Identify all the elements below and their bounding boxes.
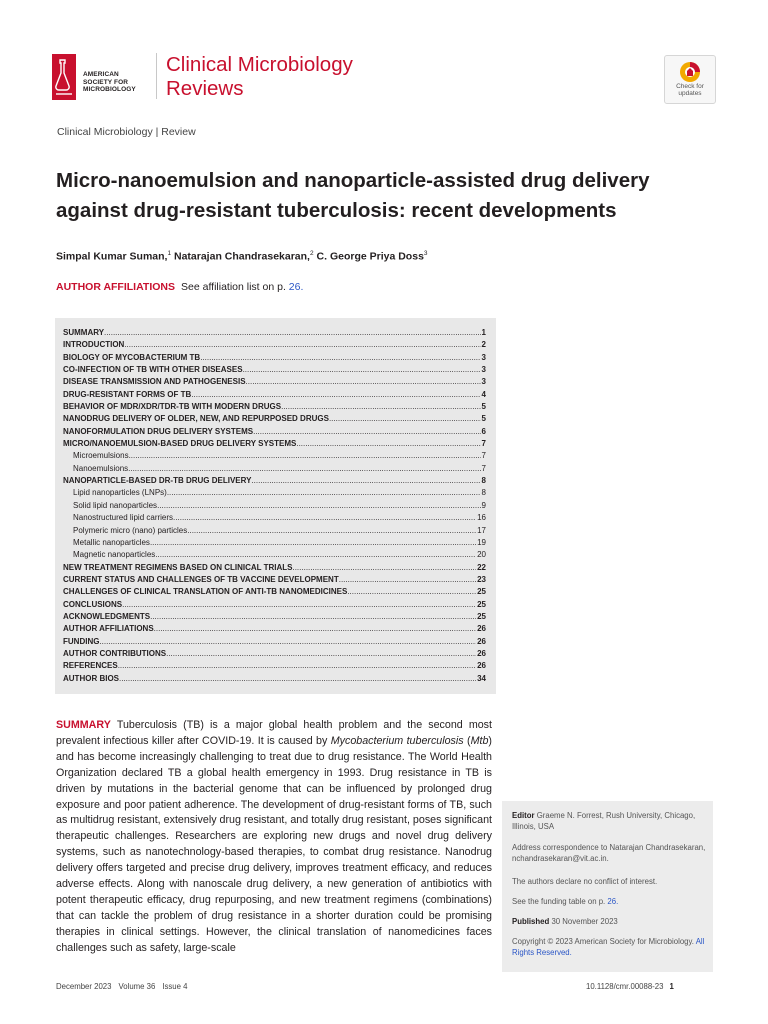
toc-entry-page: 26 <box>477 661 486 671</box>
summary-text: ( <box>467 734 471 747</box>
toc-entry[interactable] <box>63 648 486 660</box>
toc-entry[interactable] <box>63 562 486 574</box>
toc-leader-dots <box>150 537 476 549</box>
header-divider <box>156 53 157 99</box>
footer-issue-info <box>56 982 194 991</box>
toc-list <box>63 327 486 685</box>
toc-entry-title: NANOFORMULATION DRUG DELIVERY SYSTEMS <box>63 426 254 436</box>
journal-line: Clinical Microbiology <box>166 53 353 76</box>
toc-entry-page: 25 <box>477 599 486 609</box>
breadcrumb: Clinical Microbiology | Review <box>57 126 196 138</box>
toc-entry-page: 23 <box>477 574 486 584</box>
toc-leader-dots <box>99 636 476 648</box>
toc-entry[interactable] <box>63 339 486 351</box>
article-info-sidebar <box>502 801 713 972</box>
toc-entry-page: 7 <box>481 439 486 449</box>
toc-entry-title: Nanoemulsions <box>73 463 129 473</box>
toc-leader-dots <box>128 463 480 475</box>
affiliations-text: See affiliation list on p. <box>181 281 286 293</box>
toc-entry[interactable] <box>63 574 486 586</box>
toc-leader-dots <box>339 574 476 586</box>
toc-entry-title: NANODRUG DELIVERY OF OLDER, NEW, AND REPURPOSED DRUGS <box>63 414 329 424</box>
funding-info <box>512 896 708 907</box>
toc-entry[interactable] <box>63 673 486 685</box>
toc-entry[interactable] <box>63 352 486 364</box>
check-updates-icon <box>679 61 701 83</box>
toc-entry-page: 34 <box>477 673 486 683</box>
toc-leader-dots <box>251 475 480 487</box>
toc-leader-dots <box>122 599 476 611</box>
toc-entry-title: CO-INFECTION OF TB WITH OTHER DISEASES <box>63 365 243 375</box>
toc-entry-page: 7 <box>481 451 486 461</box>
toc-entry-page: 7 <box>481 463 486 473</box>
toc-entry-title: Lipid nanoparticles (LNPs) <box>73 488 167 498</box>
toc-entry-title: BEHAVIOR OF MDR/XDR/TDR-TB WITH MODERN DRUGS <box>63 402 282 412</box>
toc-entry-page: 26 <box>477 624 486 634</box>
toc-entry-title: MICRO/NANOEMULSION-BASED DRUG DELIVERY SYSTEMS <box>63 439 297 449</box>
author-name[interactable]: C. George Priya Doss <box>316 250 424 263</box>
toc-leader-dots <box>150 611 476 623</box>
toc-leader-dots <box>119 673 476 685</box>
toc-leader-dots <box>154 623 476 635</box>
journal-name[interactable] <box>166 53 353 101</box>
toc-leader-dots <box>104 327 481 339</box>
toc-entry[interactable] <box>63 586 486 598</box>
toc-entry[interactable] <box>63 389 486 401</box>
toc-entry-page: 3 <box>481 377 486 387</box>
toc-leader-dots <box>157 500 480 512</box>
rights-link[interactable]: All Rights Reserved. <box>512 937 705 957</box>
published-info <box>512 916 708 927</box>
footer-issue: Issue 4 <box>162 982 188 991</box>
toc-leader-dots <box>253 426 480 438</box>
toc-entry-page: 20 <box>477 550 486 560</box>
editor-label: Editor <box>512 811 535 820</box>
toc-entry[interactable] <box>63 463 486 475</box>
footer-doi-info <box>586 982 674 991</box>
society-line: SOCIETY FOR <box>83 78 129 86</box>
toc-entry-title: ACKNOWLEDGMENTS <box>63 611 151 621</box>
footer-doi[interactable]: 10.1128/cmr.00088-23 <box>586 982 664 991</box>
toc-entry-page: 25 <box>477 587 486 597</box>
toc-entry-title: DISEASE TRANSMISSION AND PATHOGENESIS <box>63 377 246 387</box>
toc-entry-page: 3 <box>481 352 486 362</box>
toc-entry-page: 5 <box>481 414 486 424</box>
toc-entry-page: 8 <box>481 476 486 486</box>
affiliation-marker: 3 <box>423 250 428 257</box>
funding-text: See the funding table on p. <box>512 897 606 906</box>
toc-entry-title: FUNDING <box>63 636 100 646</box>
species-name: Mycobacterium tuberculosis <box>330 734 464 747</box>
summary-text: ) and has become increasingly challenging to treat due to drug resistance. The World Health Organization declared TB a global health emergency in 1993. Drug resistance in TB is driven by mutations in the bacterial genome that can be influenced by prolonged drug exposure and poor patient adherence. The development of drug-resistant forms of TB, such as multidrug resistant, extensively drug resistant, and totally drug resistant, poses significant therapeutic challenges. Researchers are exploring new drugs and novel drug delivery systems, such as nanotechnology-based therapies, to combat drug resistance. Nanodrug delivery offers targeted and precise drug delivery, improves treatment efficacy, and reduces adverse effects. Along with nanoscale drug delivery, a new generation of antibiotics with potent therapeutic efficacy, drug repurposing, and new treatment regimens (combinations) that can tackle the problem of drug resistance in a shorter duration could be promising therapies in clinical settings. However, the clinical translation of nanomedicines faces challenges such as safety, large-scale <box>56 734 492 954</box>
toc-entry[interactable] <box>63 450 486 462</box>
toc-leader-dots <box>200 352 480 364</box>
toc-entry-title: Magnetic nanoparticles <box>73 550 156 560</box>
toc-entry[interactable] <box>63 327 486 339</box>
toc-entry[interactable] <box>63 376 486 388</box>
toc-entry[interactable] <box>63 537 486 549</box>
toc-leader-dots <box>292 562 476 574</box>
toc-entry[interactable] <box>63 512 486 524</box>
toc-entry[interactable] <box>63 487 486 499</box>
summary-text: Tuberculosis (TB) is a major global health problem and the second most prevalent infectious killer after COVID-19. It is caused by <box>56 719 492 747</box>
copyright-text: Copyright © 2023 American Society for Microbiology. <box>512 937 694 946</box>
footer-volume: Volume 36 <box>118 982 156 991</box>
toc-entry-title: CONCLUSIONS <box>63 599 123 609</box>
toc-entry-page: 26 <box>477 636 486 646</box>
page-number: 1 <box>669 982 674 991</box>
toc-entry-page: 25 <box>477 611 486 621</box>
affiliations-page-link[interactable]: 26. <box>288 281 304 293</box>
toc-entry[interactable] <box>63 599 486 611</box>
society-line: AMERICAN <box>83 71 119 78</box>
toc-entry-page: 17 <box>477 525 486 535</box>
author-affiliations <box>56 281 303 293</box>
asm-logo-icon <box>52 54 76 100</box>
article-title: Micro-nanoemulsion and nanoparticle-assisted drug delivery against drug-resistant tuberculosis: recent developments <box>56 169 650 222</box>
toc-leader-dots <box>191 389 480 401</box>
toc-entry[interactable] <box>63 475 486 487</box>
table-of-contents <box>55 318 496 694</box>
toc-leader-dots <box>296 438 480 450</box>
toc-entry-page: 16 <box>477 513 486 523</box>
copyright-info <box>512 936 708 958</box>
toc-leader-dots <box>167 487 481 499</box>
conflict-statement: The authors declare no conflict of interest. <box>512 877 658 886</box>
toc-entry[interactable] <box>63 426 486 438</box>
toc-entry-page: 2 <box>481 340 486 350</box>
funding-page-link[interactable]: 26. <box>607 897 619 906</box>
published-date: 30 November 2023 <box>551 917 618 926</box>
check-for-updates-button[interactable] <box>664 55 716 104</box>
toc-entry-title: Polymeric micro (nano) particles <box>73 525 188 535</box>
toc-entry-title: Metallic nanoparticles <box>73 537 150 547</box>
toc-entry-page: 19 <box>477 537 486 547</box>
toc-entry-page: 4 <box>481 389 486 399</box>
toc-entry-title: Microemulsions <box>73 451 129 461</box>
affiliation-marker: 2 <box>309 250 314 257</box>
published-label: Published <box>512 917 550 926</box>
toc-entry-title: AUTHOR AFFILIATIONS <box>63 624 154 634</box>
toc-entry-title: NANOPARTICLE-BASED DR-TB DRUG DELIVERY <box>63 476 252 486</box>
toc-leader-dots <box>124 339 480 351</box>
toc-leader-dots <box>118 660 476 672</box>
summary-abstract <box>56 718 492 957</box>
toc-entry[interactable] <box>63 611 486 623</box>
toc-leader-dots <box>281 401 480 413</box>
toc-entry-page: 26 <box>477 648 486 658</box>
editor-text: Graeme N. Forrest, Rush University, Chicago, Illinois, USA <box>512 811 696 831</box>
toc-leader-dots <box>155 549 476 561</box>
author-name[interactable]: Simpal Kumar Suman, <box>56 250 168 263</box>
toc-entry-title: CURRENT STATUS AND CHALLENGES OF TB VACCINE DEVELOPMENT <box>63 574 339 584</box>
affiliation-marker: 1 <box>167 250 172 257</box>
author-name[interactable]: Natarajan Chandrasekaran, <box>174 250 310 263</box>
toc-leader-dots <box>243 364 481 376</box>
toc-entry-title: BIOLOGY OF MYCOBACTERIUM TB <box>63 352 201 362</box>
toc-leader-dots <box>187 525 476 537</box>
toc-entry[interactable] <box>63 364 486 376</box>
toc-entry-page: 5 <box>481 402 486 412</box>
toc-entry[interactable] <box>63 549 486 561</box>
toc-entry[interactable] <box>63 401 486 413</box>
toc-entry[interactable] <box>63 438 486 450</box>
check-updates-line: Check for <box>676 83 704 90</box>
society-name <box>83 71 136 94</box>
toc-entry[interactable] <box>63 660 486 672</box>
toc-leader-dots <box>166 648 476 660</box>
toc-leader-dots <box>246 376 481 388</box>
toc-entry-title: DRUG-RESISTANT FORMS OF TB <box>63 389 192 399</box>
society-line: MICROBIOLOGY <box>83 86 136 93</box>
toc-entry-page: 1 <box>481 328 486 337</box>
toc-entry[interactable] <box>63 413 486 425</box>
editor-info <box>512 810 708 832</box>
toc-entry[interactable] <box>63 525 486 537</box>
check-updates-line: updates <box>678 90 702 97</box>
toc-leader-dots <box>173 512 476 524</box>
journal-line: Reviews <box>166 77 244 100</box>
toc-entry-page: 6 <box>481 426 486 436</box>
correspondence-info: Address correspondence to Natarajan Chandrasekaran, nchandrasekaran@vit.ac.in. <box>512 843 706 863</box>
toc-leader-dots <box>329 413 481 425</box>
toc-entry[interactable] <box>63 636 486 648</box>
toc-entry-title: AUTHOR BIOS <box>63 673 119 683</box>
toc-entry-title: SUMMARY <box>63 328 105 337</box>
toc-entry-title: CHALLENGES OF CLINICAL TRANSLATION OF ANTI-TB NANOMEDICINES <box>63 587 348 597</box>
toc-entry-title: Nanostructured lipid carriers <box>73 513 174 523</box>
toc-entry-title: REFERENCES <box>63 661 118 671</box>
affiliations-label[interactable]: AUTHOR AFFILIATIONS <box>56 281 175 293</box>
toc-entry-page: 9 <box>481 500 486 510</box>
toc-entry-page: 3 <box>481 365 486 375</box>
toc-leader-dots <box>347 586 476 598</box>
toc-entry-title: NEW TREATMENT REGIMENS BASED ON CLINICAL TRIALS <box>63 562 293 572</box>
toc-entry-title: Solid lipid nanoparticles <box>73 500 158 510</box>
toc-entry-page: 22 <box>477 562 486 572</box>
species-abbr: Mtb <box>470 734 489 747</box>
toc-entry[interactable] <box>63 623 486 635</box>
footer-date: December 2023 <box>56 982 112 991</box>
summary-label: SUMMARY <box>56 719 111 731</box>
toc-entry-title: AUTHOR CONTRIBUTIONS <box>63 648 167 658</box>
author-list <box>56 250 428 263</box>
toc-leader-dots <box>129 450 481 462</box>
toc-entry[interactable] <box>63 500 486 512</box>
toc-entry-page: 8 <box>481 488 486 498</box>
toc-entry-title: INTRODUCTION <box>63 340 125 350</box>
